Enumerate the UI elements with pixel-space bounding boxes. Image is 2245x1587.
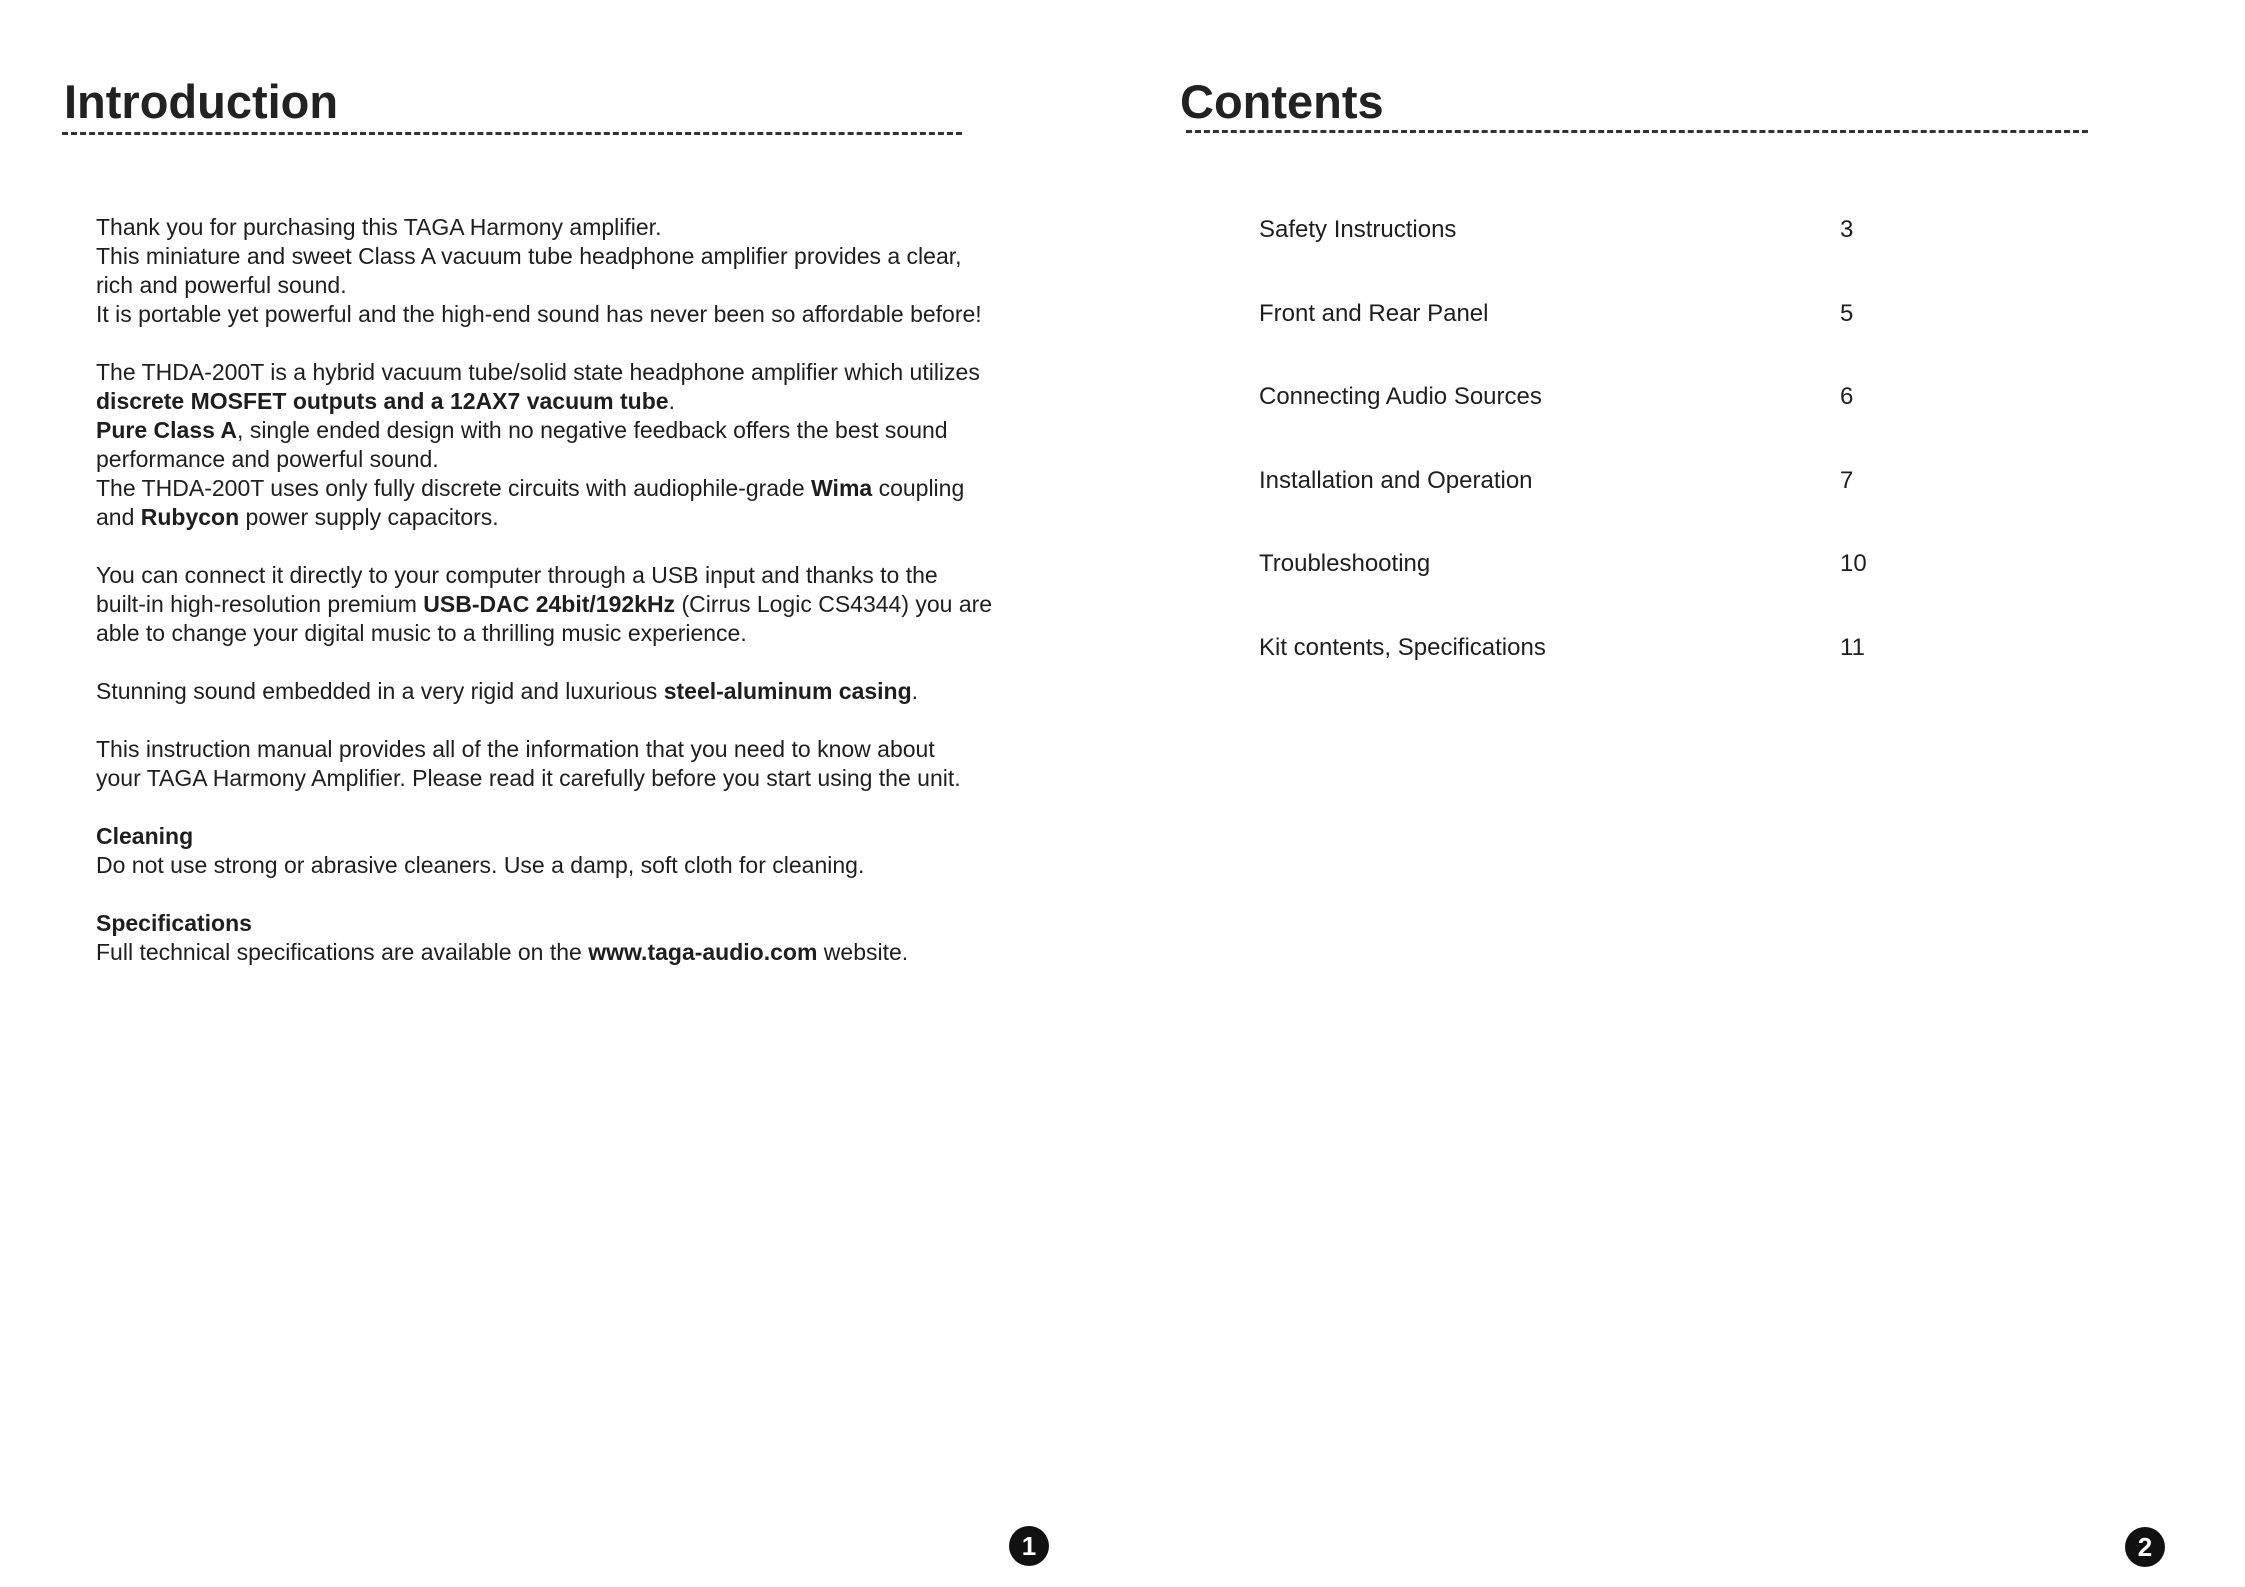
- contents-dashed-rule: [1186, 130, 2088, 133]
- table-of-contents: [1259, 215, 1919, 716]
- text-span: website.: [817, 939, 909, 965]
- website-link[interactable]: www.taga-audio.com: [588, 939, 818, 965]
- specifications-text: [96, 938, 1036, 967]
- toc-entry[interactable]: [1259, 215, 1919, 299]
- text-span: Full technical specifications are available on the: [96, 939, 589, 965]
- text-span: coupling: [872, 475, 965, 501]
- intro-paragraph-3: [96, 561, 1036, 648]
- toc-entry[interactable]: [1259, 382, 1919, 466]
- cleaning-title: Cleaning: [96, 823, 194, 849]
- intro-paragraph-5: [96, 735, 1036, 793]
- text-span: power supply capacitors.: [239, 504, 499, 530]
- intro-paragraph-4: [96, 677, 1036, 706]
- text-span: .: [911, 678, 919, 704]
- intro-line: [96, 416, 1036, 445]
- toc-entry-title: Connecting Audio Sources: [1259, 383, 1542, 410]
- introduction-heading: Introduction: [64, 75, 339, 128]
- bold-text: Pure Class A: [96, 417, 238, 443]
- toc-entry-page: 3: [1840, 216, 1854, 243]
- intro-line: [96, 503, 1036, 532]
- toc-entry-page: 7: [1840, 466, 1854, 494]
- bold-text: Wima: [811, 475, 873, 501]
- specifications-title: Specifications: [96, 910, 252, 936]
- intro-line: Thank you for purchasing this TAGA Harmony amplifier.: [96, 214, 662, 240]
- intro-line: The THDA-200T is a hybrid vacuum tube/solid state headphone amplifier which utilizes: [96, 359, 980, 385]
- text-span: built-in high-resolution premium: [96, 591, 424, 617]
- intro-line: [96, 387, 1036, 416]
- toc-entry-page: 11: [1840, 633, 1865, 661]
- intro-line: rich and powerful sound.: [96, 272, 347, 298]
- toc-entry-page: 10: [1840, 550, 1867, 577]
- text-span: .: [668, 388, 675, 414]
- intro-line: [96, 590, 1036, 619]
- toc-entry-page: 5: [1840, 299, 1854, 327]
- intro-line: You can connect it directly to your computer through a USB input and thanks to the: [96, 562, 938, 588]
- bold-text: USB-DAC 24bit/192kHz: [423, 591, 676, 617]
- cleaning-section: [96, 822, 1036, 880]
- toc-entry-title: Troubleshooting: [1259, 550, 1431, 577]
- introduction-body: [96, 213, 1036, 996]
- intro-line: It is portable yet powerful and the high-end sound has never been so affordable before!: [96, 301, 982, 327]
- toc-entry-page: 6: [1840, 383, 1854, 410]
- text-span: The THDA-200T uses only fully discrete circuits with audiophile-grade: [96, 475, 812, 501]
- toc-entry[interactable]: [1259, 466, 1919, 550]
- toc-entry-title: Kit contents, Specifications: [1259, 633, 1546, 661]
- bold-text: steel-aluminum casing: [663, 678, 912, 704]
- text-span: Stunning sound embedded in a very rigid and luxurious: [96, 678, 664, 704]
- text-span: , single ended design with no negative feedback offers the best sound: [237, 417, 948, 443]
- intro-line: your TAGA Harmony Amplifier. Please read it carefully before you start using the unit.: [96, 765, 961, 791]
- contents-heading: Contents: [1180, 75, 1384, 128]
- page-number-badge-1: 1: [1009, 1526, 1049, 1566]
- intro-line: This miniature and sweet Class A vacuum tube headphone amplifier provides a clear,: [96, 243, 962, 269]
- toc-entry-title: Safety Instructions: [1259, 216, 1457, 243]
- intro-line: This instruction manual provides all of the information that you need to know about: [96, 736, 935, 762]
- text-span: and: [96, 504, 141, 530]
- text-span: (Cirrus Logic CS4344) you are: [675, 591, 993, 617]
- specifications-section: [96, 909, 1036, 967]
- page-number-badge-2: 2: [2125, 1527, 2165, 1567]
- toc-entry-title: Front and Rear Panel: [1259, 299, 1489, 327]
- toc-entry[interactable]: [1259, 633, 1919, 717]
- intro-paragraph-1: [96, 213, 1036, 329]
- toc-entry-title: Installation and Operation: [1259, 466, 1533, 494]
- toc-entry[interactable]: [1259, 549, 1919, 633]
- toc-entry[interactable]: [1259, 299, 1919, 383]
- intro-line: [96, 677, 1036, 706]
- bold-text: discrete MOSFET outputs and a 12AX7 vacuum tube: [96, 388, 669, 414]
- intro-paragraph-2: [96, 358, 1036, 532]
- cleaning-text: Do not use strong or abrasive cleaners. Use a damp, soft cloth for cleaning.: [96, 852, 865, 878]
- introduction-dashed-rule: [62, 132, 962, 135]
- intro-line: performance and powerful sound.: [96, 446, 439, 472]
- bold-text: Rubycon: [140, 504, 240, 530]
- intro-line: able to change your digital music to a thrilling music experience.: [96, 620, 747, 646]
- intro-line: [96, 474, 1036, 503]
